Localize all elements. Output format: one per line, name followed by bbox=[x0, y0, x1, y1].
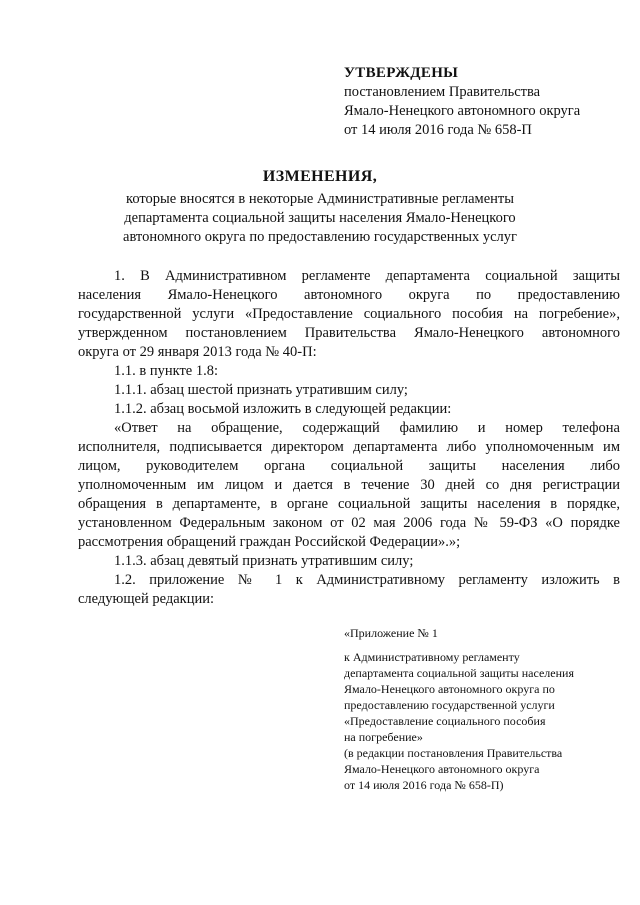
body-line: исполнителя, подписывается директором департамента либо уполномоченным им bbox=[78, 439, 620, 455]
body-line: обращения в департаменте, в органе социальной защиты населения в порядке, bbox=[78, 496, 620, 512]
body-line: государственной услуги «Предоставление социального пособия на погребение», bbox=[78, 306, 620, 322]
body-line: округа от 29 января 2013 года № 40-П: bbox=[78, 344, 317, 360]
appendix-line: от 14 июля 2016 года № 658-П) bbox=[344, 778, 504, 792]
body-line: 1.1.2. абзац восьмой изложить в следующей редакции: bbox=[114, 401, 452, 417]
subtitle-line: автономного округа по предоставлению государственных услуг bbox=[123, 229, 517, 245]
approval-line: от 14 июля 2016 года № 658-П bbox=[344, 122, 532, 138]
body-line: 1.1. в пункте 1.8: bbox=[114, 363, 219, 379]
body-line: «Ответ на обращение, содержащий фамилию и номер телефона bbox=[114, 420, 620, 436]
body-line: следующей редакции: bbox=[78, 591, 215, 607]
appendix-line: на погребение» bbox=[344, 730, 423, 744]
approval-line: Ямало-Ненецкого автономного округа bbox=[344, 103, 581, 119]
subtitle-line: департамента социальной защиты населения Ямало-Ненецкого bbox=[124, 210, 516, 226]
appendix-line: Ямало-Ненецкого автономного округа bbox=[344, 762, 540, 776]
appendix-line: к Административному регламенту bbox=[344, 650, 520, 664]
appendix-line: (в редакции постановления Правительства bbox=[344, 746, 563, 760]
appendix-line: департамента социальной защиты населения bbox=[344, 666, 574, 680]
appendix-line: предоставлению государственной услуги bbox=[344, 698, 555, 712]
body-line: утвержденном постановлением Правительства Ямало-Ненецкого автономного bbox=[78, 325, 620, 341]
approval-line: постановлением Правительства bbox=[344, 84, 541, 100]
appendix-line: Ямало-Ненецкого автономного округа по bbox=[344, 682, 555, 696]
body-line: 1.2. приложение № 1 к Административному регламенту изложить в bbox=[114, 572, 620, 588]
appendix-line: «Предоставление социального пособия bbox=[344, 714, 546, 728]
body-line: рассмотрения обращений граждан Российской Федерации».»; bbox=[78, 534, 461, 550]
body-line: уполномоченным им лицом и дается в течение 30 дней со дня регистрации bbox=[78, 477, 620, 493]
body-line: 1.1.3. абзац девятый признать утратившим силу; bbox=[114, 553, 414, 569]
approval-heading: УТВЕРЖДЕНЫ bbox=[344, 65, 459, 81]
body-line: установленном Федеральным законом от 02 мая 2006 года № 59-ФЗ «О порядке bbox=[78, 515, 620, 531]
body-line: 1.1.1. абзац шестой признать утратившим силу; bbox=[114, 382, 408, 398]
body-line: лицом, руководителем органа социальной защиты населения либо bbox=[78, 458, 620, 474]
approval-block bbox=[344, 64, 580, 140]
body-line: населения Ямало-Ненецкого автономного округа по предоставлению bbox=[78, 287, 620, 303]
document-title: ИЗМЕНЕНИЯ, bbox=[262, 168, 378, 185]
appendix-title: «Приложение № 1 bbox=[344, 626, 438, 640]
subtitle-line: которые вносятся в некоторые Административные регламенты bbox=[126, 191, 514, 207]
body-line: 1. В Административном регламенте департамента социальной защиты bbox=[114, 268, 620, 284]
